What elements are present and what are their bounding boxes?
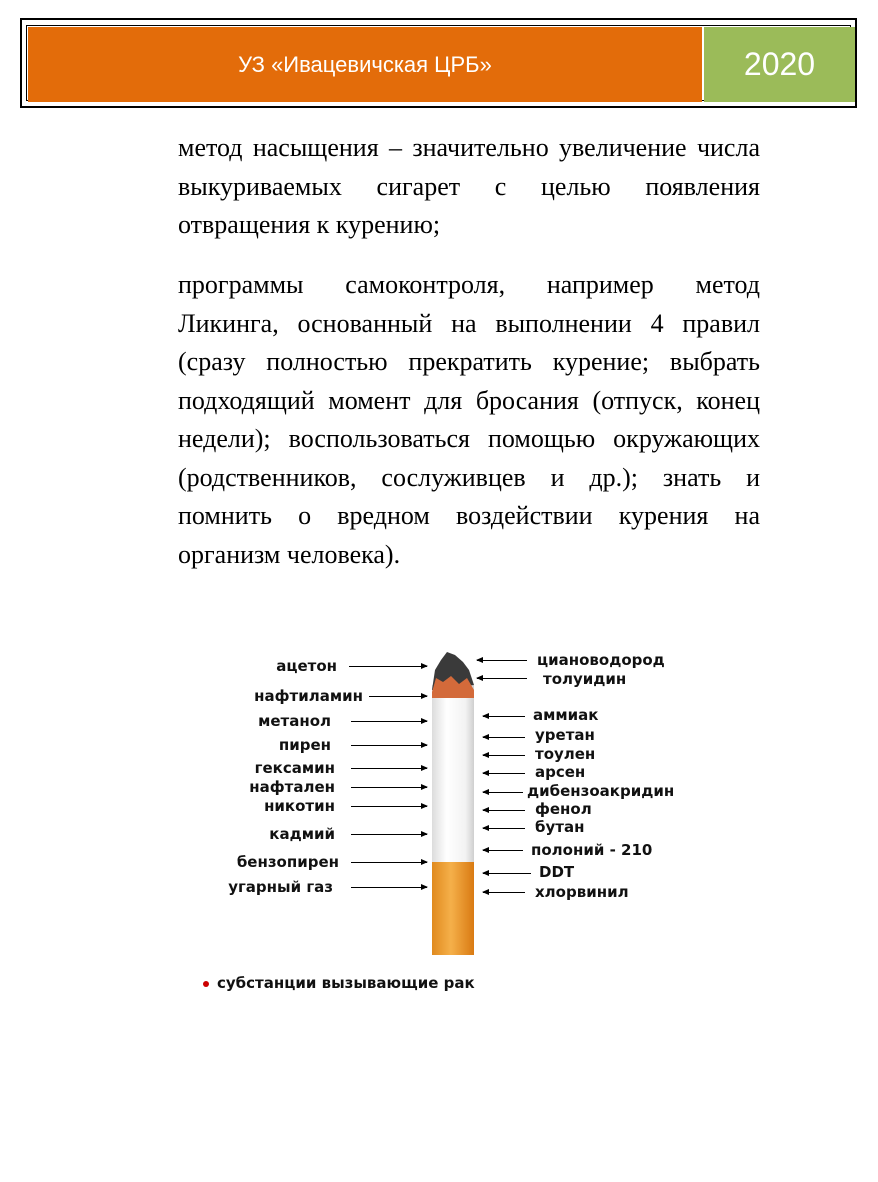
arrow-pyrene	[351, 745, 427, 746]
arrow-cadmium	[351, 834, 427, 835]
arrow-toluidine	[477, 678, 527, 679]
arrow-phenol	[483, 810, 525, 811]
arrow-polonium	[483, 850, 523, 851]
label-naphthalene: нафтален	[249, 778, 335, 796]
arrow-methanol	[351, 721, 427, 722]
arrow-butane	[483, 828, 525, 829]
paragraph-saturation-method: метод насыщения – значительно увеличение числа выкуриваемых сигарет с целью появления отвращения к курению;	[178, 133, 760, 239]
label-toluidine: толуидин	[543, 670, 627, 688]
label-polonium: полоний - 210	[531, 841, 653, 859]
arrow-vinyl-chloride	[483, 892, 525, 893]
arrow-naphthylamine	[369, 696, 427, 697]
label-urethane: уретан	[535, 726, 595, 744]
label-hexamine: гексамин	[254, 759, 335, 777]
organization-name: УЗ «Ивацевичская ЦРБ»	[28, 27, 702, 102]
arrow-arsenic	[483, 773, 525, 774]
cigarette-paper	[432, 685, 474, 862]
header-frame	[26, 25, 851, 101]
arrow-ddt	[483, 873, 531, 874]
label-arsenic: арсен	[535, 763, 586, 781]
cigarette-filter	[432, 862, 474, 955]
label-butane: бутан	[535, 818, 585, 836]
label-acetone: ацетон	[276, 657, 337, 675]
cigarette-substances-figure	[185, 640, 715, 1010]
arrow-urethane	[483, 737, 525, 738]
label-vinyl-chloride: хлорвинил	[535, 883, 629, 901]
arrow-naphthalene	[351, 787, 427, 788]
label-naphthylamine: нафтиламин	[254, 687, 363, 705]
arrow-hexamine	[351, 768, 427, 769]
label-dibenzacridine: дибензоакридин	[527, 782, 675, 800]
label-cadmium: кадмий	[269, 825, 335, 843]
arrow-ammonia	[483, 716, 525, 717]
label-ddt: DDT	[539, 863, 575, 881]
carcinogen-dot-icon	[203, 981, 209, 987]
label-nicotine: никотин	[264, 797, 335, 815]
label-ammonia: аммиак	[533, 706, 599, 724]
legend-text: субстанции вызывающие рак	[217, 974, 475, 992]
label-toluene: тоулен	[535, 745, 596, 763]
page-header	[20, 18, 857, 108]
label-carbon-monoxide: угарный газ	[228, 878, 333, 896]
arrow-toluene	[483, 755, 525, 756]
arrow-dibenzacridine	[483, 792, 523, 793]
label-phenol: фенол	[535, 800, 592, 818]
figure-legend	[203, 974, 475, 992]
paragraph-self-control-programs: программы самоконтроля, например метод Ликинга, основанный на выполнении 4 правил (сразу полностью прекратить курение; выбрать подходящий момент для бросания (отпуск, конец недели); воспользоваться помощью окружающих (родственников, сослуживцев и др.); знать и помнить о вредном воздействии курения на организм человека).	[178, 270, 760, 569]
label-hydrogen-cyanide: циановодород	[537, 651, 665, 669]
label-pyrene: пирен	[278, 736, 331, 754]
label-benzopyrene: бензопирен	[236, 853, 339, 871]
arrow-acetone	[349, 666, 427, 667]
year-label: 2020	[704, 27, 855, 102]
arrow-hydrogen-cyanide	[477, 660, 527, 661]
arrow-benzopyrene	[351, 862, 427, 863]
label-methanol: метанол	[258, 712, 331, 730]
arrow-carbon-monoxide	[351, 887, 427, 888]
arrow-nicotine	[351, 806, 427, 807]
